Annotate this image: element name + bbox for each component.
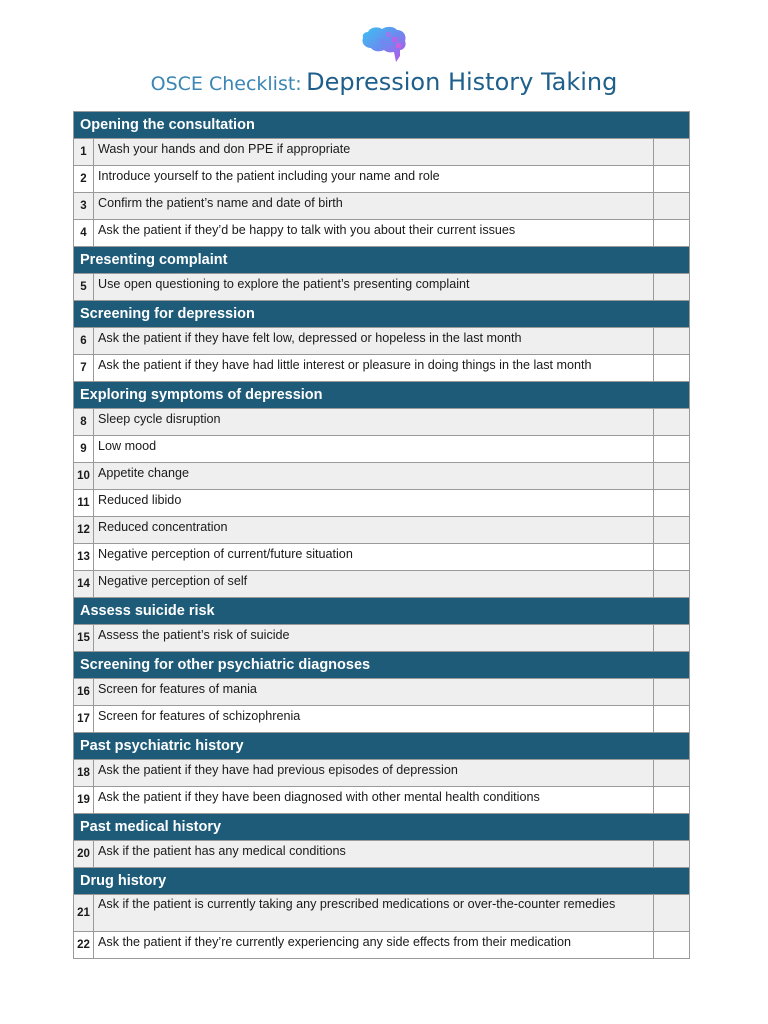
checklist-row: [74, 220, 689, 247]
item-text: Sleep cycle disruption: [98, 412, 221, 426]
item-text: Screen for features of mania: [98, 682, 257, 696]
checklist-row: [74, 841, 689, 868]
item-number: 10: [74, 463, 94, 489]
item-checkbox[interactable]: [653, 463, 689, 489]
item-text: Ask the patient if they’re currently experiencing any side effects from their medication: [98, 935, 571, 949]
item-checkbox[interactable]: [653, 355, 689, 381]
item-number: 8: [74, 409, 94, 435]
item-text: Assess the patient’s risk of suicide: [98, 628, 290, 642]
section-header: Screening for other psychiatric diagnoses: [74, 652, 689, 679]
item-text: Low mood: [98, 439, 157, 453]
item-number: 12: [74, 517, 94, 543]
item-checkbox[interactable]: [653, 274, 689, 300]
checklist-row: [74, 787, 689, 814]
item-text: Ask the patient if they’d be happy to talk with you about their current issues: [98, 223, 516, 237]
section-header: Screening for depression: [74, 301, 689, 328]
item-number: 19: [74, 787, 94, 813]
item-number: 20: [74, 841, 94, 867]
section-header: Presenting complaint: [74, 247, 689, 274]
item-checkbox[interactable]: [653, 932, 689, 958]
checklist-row: [74, 706, 689, 733]
checklist-row: [74, 355, 689, 382]
item-number: 18: [74, 760, 94, 786]
checklist-row: [74, 166, 689, 193]
item-text: Appetite change: [98, 466, 190, 480]
checklist-row: [74, 625, 689, 652]
checklist-row: [74, 932, 689, 959]
item-checkbox[interactable]: [653, 409, 689, 435]
item-text: Negative perception of self: [98, 574, 248, 588]
item-text: Ask if the patient is currently taking any prescribed medications or over-the-counter remedies: [98, 897, 616, 911]
checklist-row: [74, 409, 689, 436]
item-number: 7: [74, 355, 94, 381]
section-header: Opening the consultation: [74, 112, 689, 139]
item-text: Ask if the patient has any medical conditions: [98, 844, 346, 858]
checklist-table: [73, 111, 690, 959]
item-text: Negative perception of current/future situation: [98, 547, 353, 561]
item-checkbox[interactable]: [653, 193, 689, 219]
item-checkbox[interactable]: [653, 139, 689, 165]
title-prefix: OSCE Checklist:: [150, 73, 302, 95]
item-number: 9: [74, 436, 94, 462]
section-header: Past psychiatric history: [74, 733, 689, 760]
item-number: 14: [74, 571, 94, 597]
item-text: Ask the patient if they have had little interest or pleasure in doing things in the last month: [98, 358, 592, 372]
checklist-row: [74, 517, 689, 544]
item-checkbox[interactable]: [653, 436, 689, 462]
item-number: 3: [74, 193, 94, 219]
item-text: Use open questioning to explore the patient’s presenting complaint: [98, 277, 470, 291]
item-checkbox[interactable]: [653, 625, 689, 651]
item-number: 11: [74, 490, 94, 516]
item-checkbox[interactable]: [653, 490, 689, 516]
item-number: 4: [74, 220, 94, 246]
checklist-row: [74, 463, 689, 490]
item-checkbox[interactable]: [653, 679, 689, 705]
checklist-row: [74, 436, 689, 463]
item-checkbox[interactable]: [653, 220, 689, 246]
item-checkbox[interactable]: [653, 166, 689, 192]
item-number: 5: [74, 274, 94, 300]
item-checkbox[interactable]: [653, 517, 689, 543]
item-text: Ask the patient if they have felt low, depressed or hopeless in the last month: [98, 331, 522, 345]
item-text: Ask the patient if they have been diagnosed with other mental health conditions: [98, 790, 540, 804]
item-text: Reduced concentration: [98, 520, 228, 534]
item-checkbox[interactable]: [653, 895, 689, 931]
item-text: Reduced libido: [98, 493, 182, 507]
item-number: 21: [74, 895, 94, 931]
item-checkbox[interactable]: [653, 841, 689, 867]
item-checkbox[interactable]: [653, 571, 689, 597]
title-main: Depression History Taking: [306, 68, 618, 96]
item-number: 17: [74, 706, 94, 732]
item-checkbox[interactable]: [653, 787, 689, 813]
checklist-row: [74, 571, 689, 598]
item-text: Screen for features of schizophrenia: [98, 709, 301, 723]
section-header: Drug history: [74, 868, 689, 895]
checklist-row: [74, 274, 689, 301]
item-text: Introduce yourself to the patient including your name and role: [98, 169, 440, 183]
item-text: Confirm the patient’s name and date of birth: [98, 196, 343, 210]
item-number: 15: [74, 625, 94, 651]
section-header: Exploring symptoms of depression: [74, 382, 689, 409]
checklist-row: [74, 544, 689, 571]
item-checkbox[interactable]: [653, 328, 689, 354]
section-header: Assess suicide risk: [74, 598, 689, 625]
item-text: Wash your hands and don PPE if appropriate: [98, 142, 351, 156]
checklist-row: [74, 490, 689, 517]
checklist-row: [74, 193, 689, 220]
item-checkbox[interactable]: [653, 760, 689, 786]
item-number: 1: [74, 139, 94, 165]
item-checkbox[interactable]: [653, 706, 689, 732]
checklist-row: [74, 895, 689, 932]
item-number: 16: [74, 679, 94, 705]
item-number: 2: [74, 166, 94, 192]
item-number: 22: [74, 932, 94, 958]
item-number: 6: [74, 328, 94, 354]
page-title: [0, 68, 768, 96]
checklist-row: [74, 328, 689, 355]
checklist-row: [74, 139, 689, 166]
section-header: Past medical history: [74, 814, 689, 841]
item-text: Ask the patient if they have had previous episodes of depression: [98, 763, 458, 777]
item-checkbox[interactable]: [653, 544, 689, 570]
checklist-row: [74, 760, 689, 787]
item-number: 13: [74, 544, 94, 570]
checklist-row: [74, 679, 689, 706]
brain-icon: [360, 26, 408, 64]
